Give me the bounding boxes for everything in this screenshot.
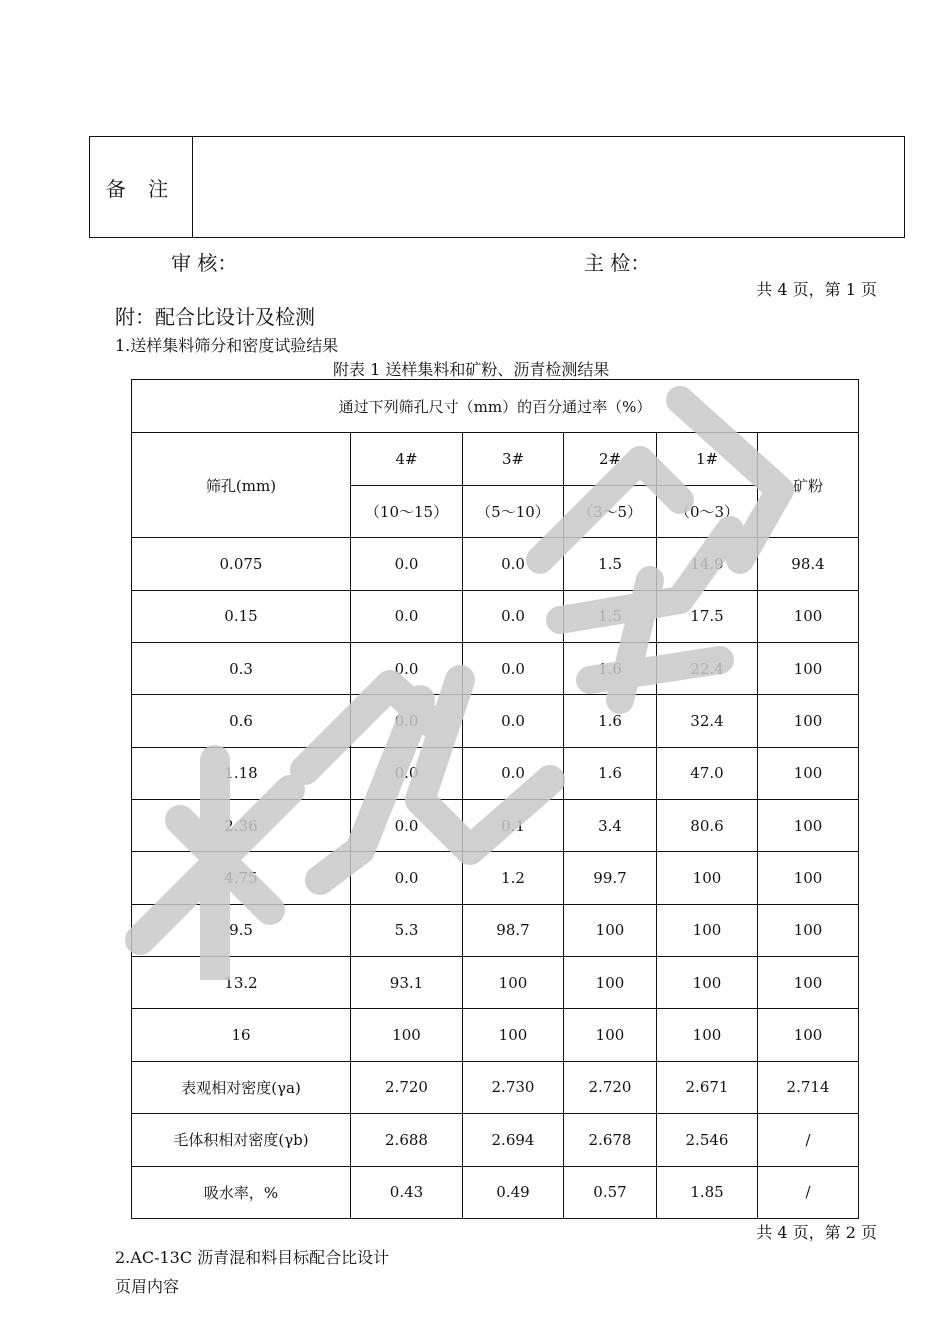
table-row bbox=[132, 1061, 859, 1113]
value-cell: 98.7 bbox=[463, 904, 564, 956]
section2-title: 2.AC-13C 沥青混和料目标配合比设计 bbox=[115, 1248, 390, 1267]
value-cell: 0.0 bbox=[463, 747, 564, 799]
value-cell: 2.720 bbox=[351, 1061, 463, 1113]
value-cell: 22.4 bbox=[657, 642, 758, 694]
table-row bbox=[132, 1114, 859, 1166]
table-row bbox=[132, 799, 859, 851]
value-cell: 0.0 bbox=[351, 852, 463, 904]
value-cell: 98.4 bbox=[758, 538, 859, 590]
value-cell: 47.0 bbox=[657, 747, 758, 799]
row-label-cell: 0.15 bbox=[132, 590, 351, 642]
table-row bbox=[132, 904, 859, 956]
table-column-name-row bbox=[132, 433, 859, 486]
value-cell: 100 bbox=[758, 695, 859, 747]
header-content: 页眉内容 bbox=[115, 1277, 180, 1296]
row-label-cell: 4.75 bbox=[132, 852, 351, 904]
row-label-cell: 1.18 bbox=[132, 747, 351, 799]
value-cell: 0.0 bbox=[351, 590, 463, 642]
value-cell: 1.5 bbox=[564, 590, 657, 642]
value-cell: 93.1 bbox=[351, 957, 463, 1009]
value-cell: 0.0 bbox=[351, 799, 463, 851]
value-cell: 14.9 bbox=[657, 538, 758, 590]
appendix-title: 附：配合比设计及检测 bbox=[115, 305, 315, 329]
sieve-label-cell: 筛孔(mm) bbox=[132, 433, 351, 538]
row-label-cell: 0.075 bbox=[132, 538, 351, 590]
value-cell: 100 bbox=[564, 1009, 657, 1061]
value-cell: 100 bbox=[657, 957, 758, 1009]
column-range: （3～5） bbox=[564, 486, 657, 538]
value-cell: 100 bbox=[351, 1009, 463, 1061]
value-cell: 3.4 bbox=[564, 799, 657, 851]
row-label-cell: 0.6 bbox=[132, 695, 351, 747]
value-cell: 100 bbox=[564, 957, 657, 1009]
value-cell: 1.2 bbox=[463, 852, 564, 904]
value-cell: 0.0 bbox=[463, 538, 564, 590]
value-cell: 1.5 bbox=[564, 538, 657, 590]
value-cell: 0.57 bbox=[564, 1166, 657, 1219]
value-cell: 2.714 bbox=[758, 1061, 859, 1113]
value-cell: 5.3 bbox=[351, 904, 463, 956]
value-cell: 100 bbox=[564, 904, 657, 956]
value-cell: 0.0 bbox=[351, 642, 463, 694]
value-cell: 100 bbox=[463, 957, 564, 1009]
value-cell: 2.694 bbox=[463, 1114, 564, 1166]
value-cell: 1.6 bbox=[564, 642, 657, 694]
column-name: 1# bbox=[657, 433, 758, 486]
results-table bbox=[131, 379, 859, 1219]
value-cell: 100 bbox=[657, 904, 758, 956]
value-cell: 2.546 bbox=[657, 1114, 758, 1166]
value-cell: 0.0 bbox=[351, 538, 463, 590]
value-cell: 100 bbox=[657, 1009, 758, 1061]
row-label-cell: 13.2 bbox=[132, 957, 351, 1009]
value-cell: 0.1 bbox=[463, 799, 564, 851]
remarks-label: 备 注 bbox=[90, 137, 193, 237]
value-cell: / bbox=[758, 1114, 859, 1166]
value-cell: 80.6 bbox=[657, 799, 758, 851]
row-label-cell: 毛体积相对密度(γb) bbox=[132, 1114, 351, 1166]
remarks-box bbox=[89, 136, 905, 238]
remarks-content bbox=[194, 137, 904, 237]
value-cell: 0.0 bbox=[351, 695, 463, 747]
value-cell: 1.6 bbox=[564, 747, 657, 799]
row-label-cell: 16 bbox=[132, 1009, 351, 1061]
column-range: （5～10） bbox=[463, 486, 564, 538]
mineral-powder-cell: 矿粉 bbox=[758, 433, 859, 538]
table-row bbox=[132, 695, 859, 747]
value-cell: 0.43 bbox=[351, 1166, 463, 1219]
value-cell: 2.671 bbox=[657, 1061, 758, 1113]
value-cell: 2.720 bbox=[564, 1061, 657, 1113]
value-cell: 100 bbox=[758, 747, 859, 799]
column-range: （10～15） bbox=[351, 486, 463, 538]
table-header-row bbox=[132, 380, 859, 433]
table-row bbox=[132, 1009, 859, 1061]
table-row bbox=[132, 538, 859, 590]
reviewer-label: 审 核： bbox=[171, 251, 238, 275]
value-cell: 0.49 bbox=[463, 1166, 564, 1219]
value-cell: 100 bbox=[758, 642, 859, 694]
table-row bbox=[132, 747, 859, 799]
value-cell: 100 bbox=[758, 957, 859, 1009]
value-cell: / bbox=[758, 1166, 859, 1219]
section1-title: 1.送样集料筛分和密度试验结果 bbox=[115, 336, 339, 355]
table-header-main: 通过下列筛孔尺寸（mm）的百分通过率（%） bbox=[132, 380, 859, 433]
value-cell: 0.0 bbox=[463, 695, 564, 747]
row-label-cell: 9.5 bbox=[132, 904, 351, 956]
value-cell: 1.85 bbox=[657, 1166, 758, 1219]
table-caption: 附表 1 送样集料和矿粉、沥青检测结果 bbox=[333, 360, 610, 379]
value-cell: 99.7 bbox=[564, 852, 657, 904]
row-label-cell: 2.36 bbox=[132, 799, 351, 851]
value-cell: 100 bbox=[463, 1009, 564, 1061]
page-info-2: 共 4 页，第 2 页 bbox=[756, 1223, 877, 1242]
row-label-cell: 0.3 bbox=[132, 642, 351, 694]
table-row bbox=[132, 590, 859, 642]
value-cell: 100 bbox=[758, 1009, 859, 1061]
value-cell: 100 bbox=[758, 799, 859, 851]
value-cell: 2.688 bbox=[351, 1114, 463, 1166]
value-cell: 2.678 bbox=[564, 1114, 657, 1166]
inspector-label: 主 检： bbox=[584, 251, 651, 275]
table-row bbox=[132, 642, 859, 694]
value-cell: 32.4 bbox=[657, 695, 758, 747]
table-row bbox=[132, 957, 859, 1009]
column-name: 3# bbox=[463, 433, 564, 486]
table-row bbox=[132, 1166, 859, 1219]
row-label-cell: 吸水率，% bbox=[132, 1166, 351, 1219]
value-cell: 1.6 bbox=[564, 695, 657, 747]
value-cell: 100 bbox=[758, 590, 859, 642]
column-name: 2# bbox=[564, 433, 657, 486]
row-label-cell: 表观相对密度(γa) bbox=[132, 1061, 351, 1113]
column-range: （0～3） bbox=[657, 486, 758, 538]
page-info-1: 共 4 页，第 1 页 bbox=[756, 280, 877, 299]
value-cell: 100 bbox=[657, 852, 758, 904]
value-cell: 0.0 bbox=[463, 590, 564, 642]
value-cell: 100 bbox=[758, 904, 859, 956]
value-cell: 100 bbox=[758, 852, 859, 904]
table-row bbox=[132, 852, 859, 904]
value-cell: 0.0 bbox=[351, 747, 463, 799]
value-cell: 2.730 bbox=[463, 1061, 564, 1113]
column-name: 4# bbox=[351, 433, 463, 486]
value-cell: 17.5 bbox=[657, 590, 758, 642]
value-cell: 0.0 bbox=[463, 642, 564, 694]
